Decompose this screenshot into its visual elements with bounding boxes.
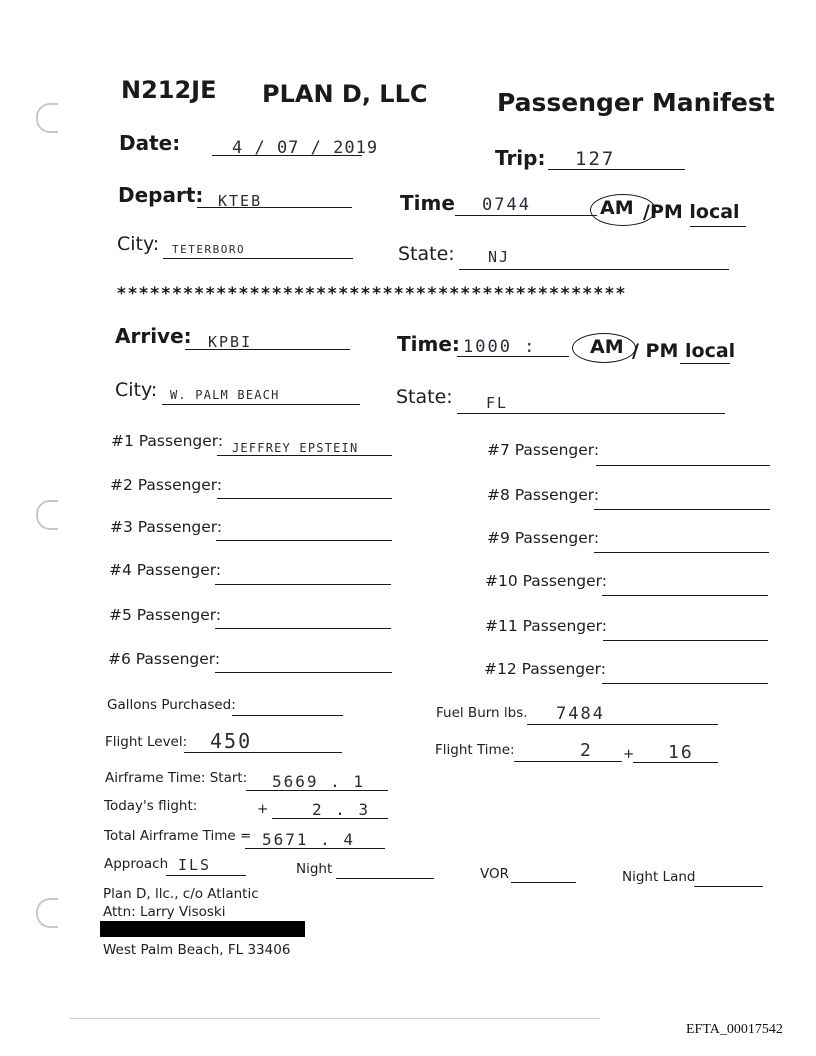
todays-flight-label: Today's flight: [104,798,198,814]
night-land-label: Night Land [622,869,696,885]
depart-am: AM [600,197,634,219]
depart-state-value: NJ [488,248,511,266]
arrive-time-label: Time: [397,332,460,356]
approach-label: Approach [104,856,169,872]
date-value: 4 / 07 / 2019 [232,138,379,158]
flight-level-value: 450 [210,729,253,753]
airframe-start-label: Airframe Time: Start: [105,770,248,786]
depart-time-value: 0744 [482,195,531,215]
passenger-12-label: #12 Passenger: [484,660,606,678]
binder-hole-top [36,103,58,133]
arrive-state-label: State: [396,386,453,408]
gallons-label: Gallons Purchased: [107,697,236,713]
depart-time-label: Time [400,191,455,215]
passenger-1-label: #1 Passenger: [111,432,224,450]
address-line-4: West Palm Beach, FL 33406 [103,942,291,958]
bates-number: EFTA_00017542 [686,1022,783,1037]
passenger-11-label: #11 Passenger: [485,617,607,635]
passenger-10-label: #10 Passenger: [485,572,607,590]
passenger-4-label: #4 Passenger: [109,561,222,579]
binder-hole-middle [36,500,58,530]
flight-time-hours: 2 [580,740,593,761]
passenger-7-label: #7 Passenger: [487,441,600,459]
depart-city-label: City: [117,233,160,255]
fuel-burn-value: 7484 [556,704,605,724]
flight-level-label: Flight Level: [105,734,188,750]
fuel-burn-label: Fuel Burn lbs. [436,705,528,721]
arrive-time-value: 1000 : [463,337,537,357]
depart-state-label: State: [398,243,455,265]
page-title: Passenger Manifest [497,88,775,117]
depart-value: KTEB [218,192,263,210]
arrive-city-label: City: [115,379,158,401]
total-airframe-value: 5671 . 4 [262,830,356,849]
passenger-6-label: #6 Passenger: [108,650,221,668]
tail-number: N212JE [121,76,217,104]
arrive-pm-local: / PM local [632,340,736,362]
depart-pm-local: /PM local [643,201,740,223]
address-line-2: Attn: Larry Visoski [103,904,226,920]
trip-label: Trip: [495,146,546,170]
separator-stars: ********************************************** [117,284,628,304]
trip-value: 127 [575,148,616,170]
airframe-start-value: 5669 . 1 [272,772,366,791]
date-label: Date: [119,131,181,155]
flight-time-plus: + [623,746,635,762]
arrive-value: KPBI [208,333,253,351]
address-line-1: Plan D, llc., c/o Atlantic [103,886,259,902]
passenger-5-label: #5 Passenger: [109,606,222,624]
flight-time-minutes: 16 [668,742,694,763]
flight-time-label: Flight Time: [435,742,515,758]
approach-value: ILS [178,856,212,874]
arrive-state-value: FL [486,394,509,412]
arrive-city-value: W. PALM BEACH [170,388,280,402]
passenger-1-value: JEFFREY EPSTEIN [232,441,359,455]
night-label: Night [296,861,333,877]
todays-flight-value: 2 . 3 [312,800,371,819]
passenger-2-label: #2 Passenger: [110,476,223,494]
arrive-label: Arrive: [115,324,192,348]
passenger-3-label: #3 Passenger: [110,518,223,536]
arrive-am: AM [590,336,624,358]
todays-flight-plus: + [257,801,269,817]
depart-city-value: TETERBORO [172,243,246,256]
vor-label: VOR [480,866,510,882]
passenger-9-label: #9 Passenger: [487,529,600,547]
passenger-8-label: #8 Passenger: [487,486,600,504]
company-name: PLAN D, LLC [262,80,428,108]
total-airframe-label: Total Airframe Time = [104,828,252,844]
binder-hole-bottom [36,898,58,928]
depart-label: Depart: [118,183,204,207]
redacted-address-line [100,921,305,937]
